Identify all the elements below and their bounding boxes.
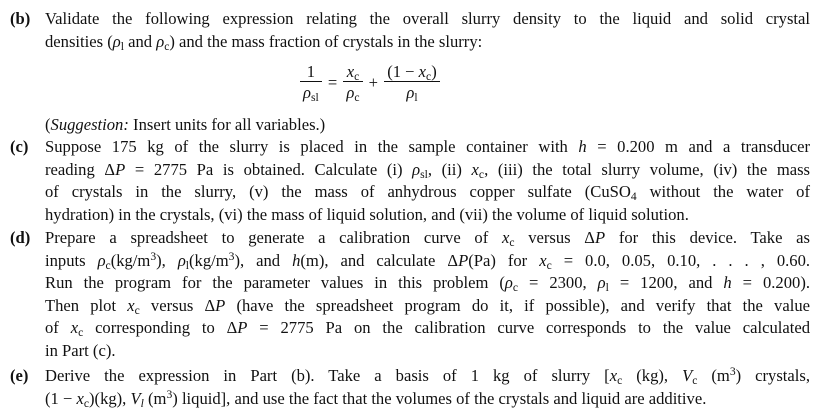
eq-term-1-num: $x_c$ bbox=[343, 62, 362, 82]
part-d-line-1: Prepare a spreadsheet to generate a calibration curve of $x_c$ versus ΔP for this device. Take as bbox=[45, 228, 810, 249]
part-d-line-6: in Part (c). bbox=[45, 340, 116, 360]
part-c-line-3: of crystals in the slurry, (v) the mass of anhydrous copper sulfate (CuSO$_4$ without the water of bbox=[45, 182, 810, 204]
part-b bbox=[10, 8, 810, 53]
part-c bbox=[10, 136, 810, 226]
eq-term-1-den: $\rho_c$ bbox=[346, 83, 360, 104]
part-b-line-2: densities ($\rho_l$ and $\rho_c$) and the mass fraction of crystals in the slurry: bbox=[45, 31, 483, 53]
eq-equals: = bbox=[327, 72, 338, 92]
part-c-line-2: reading ΔP = 2775 Pa is obtained. Calculate (i) $\rho_{sl}$, (ii) $x_c$, (iii) the total slurry volume, (iv) the mass bbox=[45, 159, 811, 181]
part-d-line-5: of $x_c$ corresponding to ΔP = 2775 Pa on the calibration curve corresponds to the value calculated bbox=[45, 318, 810, 340]
part-d-line-3: Run the program for the parameter values in this problem ($\rho_c = 2300$, $\rho_l = 1200$, and h = 0.200). bbox=[45, 273, 810, 295]
part-e-line-2: $(1 - x_c)(kg)$, $V_l$ $(m^3)$ liquid], and use the fact that the volumes of the crystals and liquid are additive. bbox=[45, 387, 707, 410]
eq-term-2 bbox=[384, 62, 440, 103]
suggestion-label: Suggestion: bbox=[50, 115, 129, 134]
part-c-label: (c) bbox=[10, 137, 29, 156]
eq-plus: + bbox=[368, 72, 379, 92]
part-e bbox=[10, 365, 810, 410]
part-d-line-4: Then plot $x_c$ versus ΔP (have the spreadsheet program do it, if possible), and verify that the value bbox=[45, 295, 810, 317]
part-b-line-1: Validate the following expression relating the overall slurry density to the liquid and solid crystal bbox=[45, 9, 810, 28]
part-d-line-2: inputs $\rho_c(kg/m^3)$, $\rho_l(kg/m^3)$, and h(m), and calculate ΔP(Pa) for $x_c = 0.0$, 0.05, 0.10, . . . , 0.60. bbox=[45, 249, 811, 272]
eq-term-1 bbox=[343, 62, 362, 103]
eq-lhs bbox=[300, 62, 322, 103]
part-b-label: (b) bbox=[10, 9, 31, 28]
part-c-line-1: Suppose 175 kg of the slurry is placed in the sample container with h = 0.200 m and a transducer bbox=[45, 137, 811, 156]
suggestion: (Suggestion: Insert units for all variables.) bbox=[45, 115, 326, 134]
eq-term-2-num: $(1 - x_c)$ bbox=[384, 62, 440, 82]
eq-lhs-den: $\rho_{sl}$ bbox=[303, 83, 319, 104]
density-equation bbox=[300, 62, 440, 114]
eq-term-2-den: $\rho_l$ bbox=[406, 83, 418, 104]
suggestion-text: Insert units for all variables. bbox=[133, 115, 320, 134]
part-c-line-4: hydration) in the crystals, (vi) the mass of liquid solution, and (vii) the volume of liquid solution. bbox=[45, 204, 689, 224]
part-e-label: (e) bbox=[10, 366, 29, 385]
part-d bbox=[10, 227, 810, 363]
part-d-label: (d) bbox=[10, 228, 31, 247]
part-e-line-1: Derive the expression in Part (b). Take a basis of 1 kg of slurry [$x_c$ (kg), $V_c$ $(m^3)$ crystals, bbox=[45, 365, 810, 387]
eq-lhs-num: 1 bbox=[300, 62, 322, 82]
